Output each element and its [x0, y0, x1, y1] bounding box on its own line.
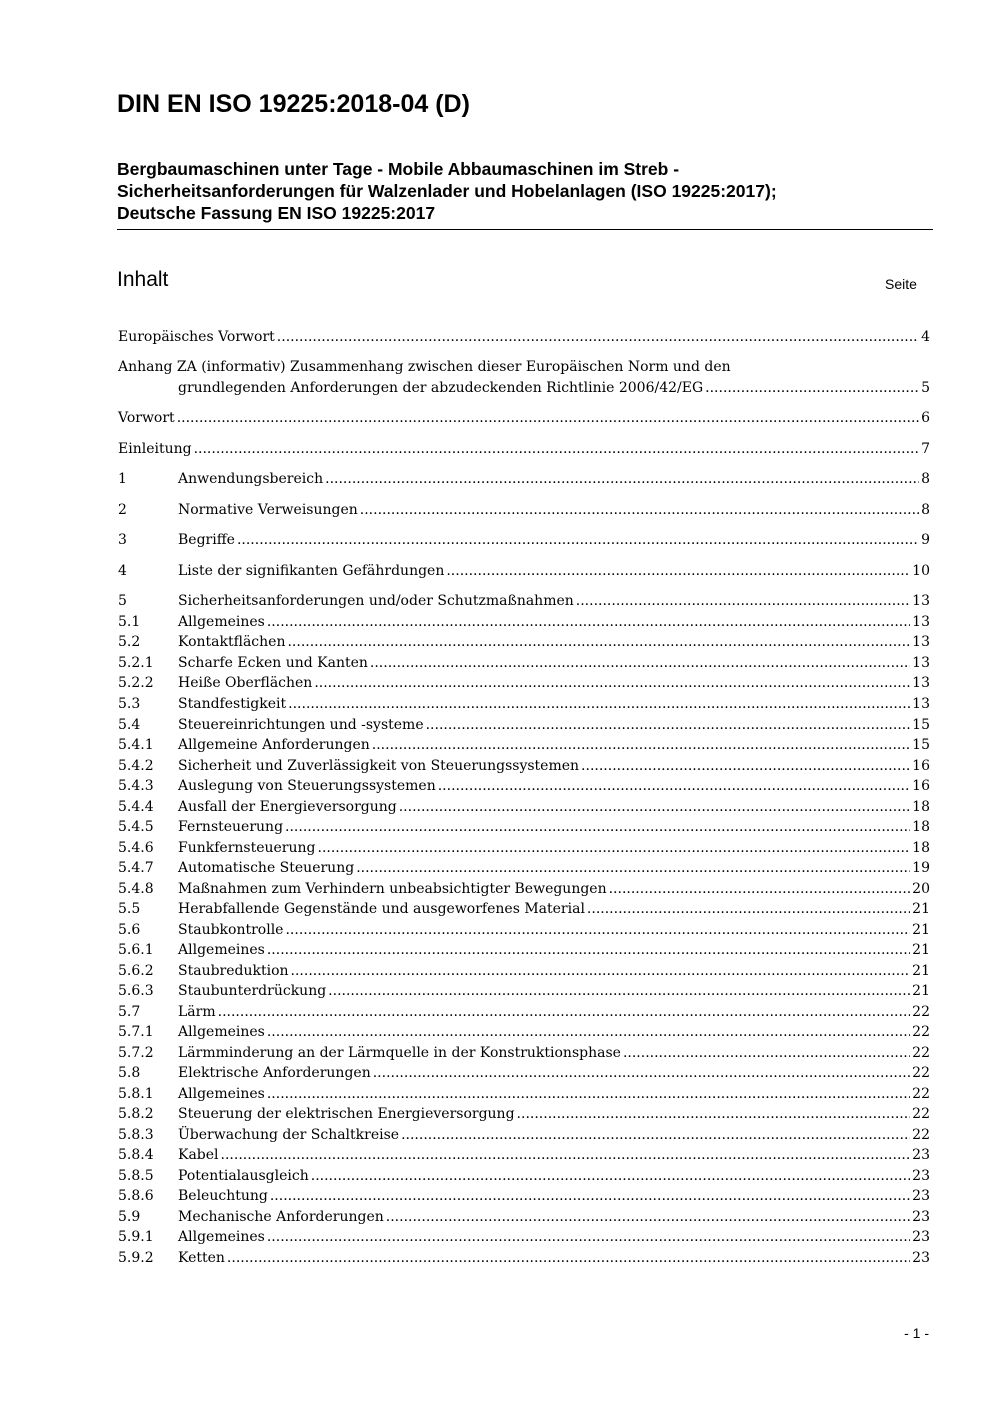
- toc-entry-title: Elektrische Anforderungen: [178, 1065, 371, 1081]
- toc-entry[interactable]: [118, 1082, 930, 1102]
- toc-entry-title: Sicherheitsanforderungen und/oder Schutzmaßnahmen: [178, 593, 574, 609]
- toc-entry-title: Sicherheit und Zuverlässigkeit von Steuerungssystemen: [178, 758, 580, 774]
- toc-entry-page: 23: [912, 1168, 930, 1184]
- toc-entry-page: 23: [912, 1209, 930, 1225]
- toc-entry-title: Staubkontrolle: [178, 922, 284, 938]
- toc-entry-page: 23: [912, 1147, 930, 1163]
- toc-entry-title: Automatische Steuerung: [178, 860, 355, 876]
- toc-entry[interactable]: [118, 498, 930, 518]
- toc-entry-number: 5.4.4: [118, 799, 154, 815]
- toc-entry-number: 2: [118, 502, 127, 518]
- toc-entry[interactable]: [118, 795, 930, 815]
- toc-entry-number: 5.4.5: [118, 819, 154, 835]
- toc-leader-dots: [285, 922, 910, 938]
- toc-entry-title: Mechanische Anforderungen: [178, 1209, 384, 1225]
- toc-entry[interactable]: [118, 959, 930, 979]
- toc-entry-title: Allgemeines: [178, 1229, 265, 1245]
- document-subtitle: [117, 158, 932, 224]
- toc-entry[interactable]: [118, 1205, 930, 1225]
- toc-entry-number: 5.6.1: [118, 942, 154, 958]
- toc-entry[interactable]: [118, 559, 930, 579]
- toc-entry-page: 13: [912, 696, 930, 712]
- toc-entry-page: 13: [912, 614, 930, 630]
- toc-entry[interactable]: [118, 437, 930, 457]
- toc-entry-page: 15: [912, 737, 930, 753]
- toc-entry-number: 3: [118, 532, 127, 548]
- toc-entry[interactable]: [118, 836, 930, 856]
- toc-entry-number: 5.9.1: [118, 1229, 154, 1245]
- toc-entry-title: Ausfall der Energieversorgung: [178, 799, 397, 815]
- toc-entry-title: Vorwort: [118, 410, 175, 426]
- toc-entry-page: 13: [912, 655, 930, 671]
- toc-entry-title: Steuerung der elektrischen Energieversorgung: [178, 1106, 515, 1122]
- toc-entry[interactable]: [118, 918, 930, 938]
- toc-entry[interactable]: [118, 877, 930, 897]
- toc-entry-number: 5.8: [118, 1065, 141, 1081]
- toc-leader-dots: [177, 410, 919, 426]
- toc-entry-number: 5.4.6: [118, 840, 154, 856]
- toc-entry-number: 5.9.2: [118, 1250, 154, 1266]
- toc-entry-title: Herabfallende Gegenstände und ausgeworfenes Material: [178, 901, 585, 917]
- toc-entry-title: Begriffe: [178, 532, 235, 548]
- toc-entry-number: 5.7.1: [118, 1024, 154, 1040]
- toc-entry-page: 22: [912, 1065, 930, 1081]
- toc-leader-dots: [267, 1229, 910, 1245]
- toc-entry-number: 5.4: [118, 717, 141, 733]
- toc-leader-dots: [291, 963, 911, 979]
- toc-entry-page: 9: [921, 532, 930, 548]
- toc-entry-number: 5.2.1: [118, 655, 154, 671]
- toc-leader-dots: [267, 942, 910, 958]
- toc-entry[interactable]: [118, 692, 930, 712]
- toc-entry-title: Heiße Oberflächen: [178, 675, 313, 691]
- toc-leader-dots: [227, 1250, 910, 1266]
- toc-entry-page: 22: [912, 1127, 930, 1143]
- toc-entry-page: 21: [912, 901, 930, 917]
- toc-entry-number: 5.6.3: [118, 983, 154, 999]
- subtitle-line: Bergbaumaschinen unter Tage - Mobile Abbaumaschinen im Streb -: [117, 159, 680, 179]
- toc-entry-number: 5.6.2: [118, 963, 154, 979]
- toc-entry-page: 13: [912, 675, 930, 691]
- toc-entry-number: 5.9: [118, 1209, 141, 1225]
- toc-entry-page: 16: [912, 758, 930, 774]
- toc-entry-page: 6: [921, 410, 930, 426]
- toc-entry-title: Lärmminderung an der Lärmquelle in der Konstruktionsphase: [178, 1045, 621, 1061]
- toc-entry-page: 23: [912, 1229, 930, 1245]
- toc-entry-title: Allgemeine Anforderungen: [178, 737, 370, 753]
- toc-entry-number: 4: [118, 563, 127, 579]
- toc-leader-dots: [285, 819, 910, 835]
- toc-leader-dots: [576, 593, 910, 609]
- toc-entry[interactable]: [118, 1246, 930, 1266]
- toc-entry-page: 21: [912, 922, 930, 938]
- subtitle-line: Sicherheitsanforderungen für Walzenlader und Hobelanlagen (ISO 19225:2017);: [117, 181, 777, 201]
- toc-entry-title: Kabel: [178, 1147, 219, 1163]
- toc-entry-number: 5.4.1: [118, 737, 154, 753]
- toc-page-label: Seite: [885, 276, 917, 292]
- toc-entry-page: 16: [912, 778, 930, 794]
- toc-entry-page: 4: [921, 329, 930, 345]
- toc-entry[interactable]: [118, 979, 930, 999]
- toc-leader-dots: [370, 655, 910, 671]
- toc-entry-page: 23: [912, 1188, 930, 1204]
- toc-entry-number: 5.4.8: [118, 881, 154, 897]
- toc-entry-title: Allgemeines: [178, 1086, 265, 1102]
- toc-entry-page: 20: [912, 881, 930, 897]
- toc-leader-dots: [288, 696, 910, 712]
- toc-entry[interactable]: [118, 938, 930, 958]
- toc-entry[interactable]: [118, 376, 930, 396]
- toc-entry-number: 5.8.4: [118, 1147, 154, 1163]
- toc-entry-page: 5: [921, 380, 930, 396]
- toc-entry-title: Lärm: [178, 1004, 216, 1020]
- toc-leader-dots: [386, 1209, 910, 1225]
- toc-leader-dots: [705, 380, 919, 396]
- toc-entry[interactable]: [118, 1061, 930, 1081]
- toc-entry-page: 8: [921, 502, 930, 518]
- toc-entry-title: Fernsteuerung: [178, 819, 284, 835]
- toc-leader-dots: [623, 1045, 910, 1061]
- toc-entry-page: 13: [912, 634, 930, 650]
- toc-leader-dots: [267, 1086, 910, 1102]
- toc-entry-title: Scharfe Ecken und Kanten: [178, 655, 368, 671]
- toc-leader-dots: [194, 441, 920, 457]
- toc-entry-page: 13: [912, 593, 930, 609]
- page-number: - 1 -: [904, 1325, 929, 1341]
- toc-entry[interactable]: [118, 589, 930, 609]
- toc-entry[interactable]: [118, 630, 930, 650]
- toc-entry[interactable]: [118, 406, 930, 426]
- toc-entry-page: 18: [912, 840, 930, 856]
- toc-leader-dots: [218, 1004, 911, 1020]
- toc-heading: Inhalt: [117, 268, 169, 291]
- toc-entry-number: 5.8.1: [118, 1086, 154, 1102]
- toc-leader-dots: [267, 614, 910, 630]
- toc-entry[interactable]: [118, 1020, 930, 1040]
- toc-entry-title: Allgemeines: [178, 614, 265, 630]
- toc-entry-number: 5.4.2: [118, 758, 154, 774]
- toc-entry[interactable]: [118, 467, 930, 487]
- toc-entry-title: Allgemeines: [178, 1024, 265, 1040]
- toc-entry-page: 10: [912, 563, 930, 579]
- toc-entry-number: 5.3: [118, 696, 141, 712]
- toc-entry-page: 22: [912, 1106, 930, 1122]
- toc-entry-title: Europäisches Vorwort: [118, 329, 275, 345]
- toc-entry-page: 18: [912, 799, 930, 815]
- toc-entry[interactable]: [118, 713, 930, 733]
- toc-entry[interactable]: [118, 1102, 930, 1122]
- toc-leader-dots: [426, 717, 911, 733]
- toc-entry-title: Liste der signifikanten Gefährdungen: [178, 563, 445, 579]
- toc-entry-number: 5.8.6: [118, 1188, 154, 1204]
- toc-leader-dots: [372, 737, 910, 753]
- toc-entry[interactable]: [118, 528, 930, 548]
- toc-entry-page: 22: [912, 1045, 930, 1061]
- toc-entry-number: 5.1: [118, 614, 141, 630]
- toc-leader-dots: [328, 983, 910, 999]
- toc-leader-dots: [399, 799, 910, 815]
- toc-entry-number: 5.6: [118, 922, 141, 938]
- toc-entry-number: 5.2.2: [118, 675, 154, 691]
- toc-leader-dots: [311, 1168, 910, 1184]
- toc-entry-number: 5.4.7: [118, 860, 154, 876]
- toc-entry[interactable]: [118, 1184, 930, 1204]
- toc-entry-page: 22: [912, 1004, 930, 1020]
- toc-leader-dots: [267, 1024, 910, 1040]
- toc-entry[interactable]: [118, 733, 930, 753]
- toc-entry[interactable]: [118, 856, 930, 876]
- toc-leader-dots: [446, 563, 910, 579]
- toc-leader-dots: [221, 1147, 911, 1163]
- toc-entry-page: 21: [912, 963, 930, 979]
- toc-entry-title: Auslegung von Steuerungssystemen: [178, 778, 436, 794]
- toc-entry-page: 22: [912, 1086, 930, 1102]
- toc-leader-dots: [587, 901, 910, 917]
- toc-leader-dots: [356, 860, 910, 876]
- toc-entry-page: 8: [921, 471, 930, 487]
- toc-entry-title: Maßnahmen zum Verhindern unbeabsichtigter Bewegungen: [178, 881, 607, 897]
- toc-entry-title: Anwendungsbereich: [178, 471, 324, 487]
- toc-entry[interactable]: [118, 1143, 930, 1163]
- toc-entry-number: 5.4.3: [118, 778, 154, 794]
- toc-leader-dots: [287, 634, 910, 650]
- toc-entry-title: Kontaktflächen: [178, 634, 286, 650]
- toc-entry-title: Anhang ZA (informativ) Zusammenhang zwischen dieser Europäischen Norm und den: [118, 359, 731, 375]
- toc-leader-dots: [373, 1065, 910, 1081]
- toc-entry-page: 18: [912, 819, 930, 835]
- toc-leader-dots: [318, 840, 911, 856]
- toc-entry[interactable]: [118, 610, 930, 630]
- toc-leader-dots: [237, 532, 919, 548]
- subtitle-line: Deutsche Fassung EN ISO 19225:2017: [117, 203, 436, 223]
- toc-entry[interactable]: [118, 1123, 930, 1143]
- toc-entry-title: Standfestigkeit: [178, 696, 287, 712]
- toc-entry[interactable]: [118, 774, 930, 794]
- toc-leader-dots: [277, 329, 919, 345]
- toc-entry-number: 5.8.3: [118, 1127, 154, 1143]
- toc-entry-title: Beleuchtung: [178, 1188, 268, 1204]
- toc-entry-number: 5.8.5: [118, 1168, 154, 1184]
- toc-entry[interactable]: [118, 325, 930, 345]
- toc-leader-dots: [438, 778, 910, 794]
- toc-entry-number: 5.8.2: [118, 1106, 154, 1122]
- toc-entry-page: 15: [912, 717, 930, 733]
- toc-leader-dots: [270, 1188, 910, 1204]
- toc-leader-dots: [517, 1106, 911, 1122]
- toc-entry-number: 5: [118, 593, 127, 609]
- toc-entry-title: Normative Verweisungen: [178, 502, 358, 518]
- toc-entry[interactable]: [118, 1041, 930, 1061]
- toc-entry[interactable]: [118, 754, 930, 774]
- toc-leader-dots: [581, 758, 910, 774]
- toc-leader-dots: [401, 1127, 910, 1143]
- toc-entry-title: Staubunterdrückung: [178, 983, 327, 999]
- toc-entry-title: Staubreduktion: [178, 963, 289, 979]
- toc-entry[interactable]: [118, 815, 930, 835]
- toc-entry-number: 5.5: [118, 901, 141, 917]
- toc-entry-page: 21: [912, 983, 930, 999]
- toc-entry-number: 5.2: [118, 634, 141, 650]
- toc-entry-page: 23: [912, 1250, 930, 1266]
- toc-entry-page: 7: [921, 441, 930, 457]
- header-divider: [117, 229, 933, 230]
- toc-leader-dots: [325, 471, 919, 487]
- toc-entry-title: Funkfernsteuerung: [178, 840, 316, 856]
- toc-leader-dots: [360, 502, 919, 518]
- toc-entry-title: Steuereinrichtungen und -systeme: [178, 717, 424, 733]
- toc-entry[interactable]: [118, 1000, 930, 1020]
- toc-entry-page: 21: [912, 942, 930, 958]
- document-id: DIN EN ISO 19225:2018-04 (D): [117, 90, 470, 118]
- toc-entry[interactable]: [118, 355, 930, 375]
- toc-leader-dots: [609, 881, 911, 897]
- toc-entry-title: Einleitung: [118, 441, 192, 457]
- toc-entry-number: 1: [118, 471, 127, 487]
- toc-entry-title: Überwachung der Schaltkreise: [178, 1127, 400, 1143]
- toc-entry[interactable]: [118, 1225, 930, 1245]
- toc-entry-title: grundlegenden Anforderungen der abzudeckenden Richtlinie 2006/42/EG: [178, 380, 704, 396]
- toc-entry-title: Allgemeines: [178, 942, 265, 958]
- toc-entry[interactable]: [118, 671, 930, 691]
- toc-entry-page: 22: [912, 1024, 930, 1040]
- toc-entry-number: 5.7: [118, 1004, 141, 1020]
- toc-entry[interactable]: [118, 1164, 930, 1184]
- toc-entry-title: Potentialausgleich: [178, 1168, 309, 1184]
- toc-entry[interactable]: [118, 897, 930, 917]
- toc-entry-page: 19: [912, 860, 930, 876]
- toc-leader-dots: [314, 675, 910, 691]
- toc-entry-title: Ketten: [178, 1250, 225, 1266]
- toc-entry-number: 5.7.2: [118, 1045, 154, 1061]
- toc-entry[interactable]: [118, 651, 930, 671]
